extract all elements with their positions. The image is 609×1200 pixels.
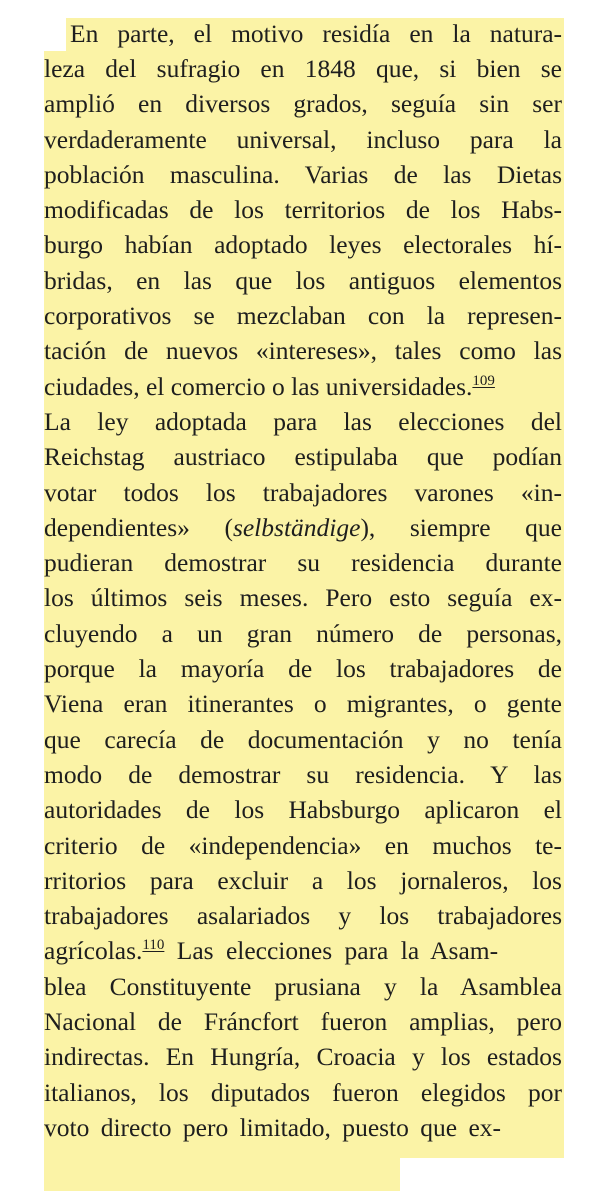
text-line (44, 1110, 562, 1145)
text-line: población masculina. Varias de las Dietas (44, 159, 562, 189)
text-line (44, 369, 562, 404)
text-line: que carecía de documentación y no tenía (44, 724, 562, 754)
text-fragment-unhighlighted: uesto que ex- (355, 1112, 502, 1142)
text-line: cluyendo a un gran número de personas, (44, 618, 562, 648)
paragraph (70, 16, 562, 51)
footnote-link-109[interactable]: 109 (472, 372, 495, 389)
text-fragment: agrícolas. (44, 936, 143, 966)
text-line: trabajadores asalariados y los trabajadores (44, 901, 562, 931)
paragraph-body (44, 51, 562, 1145)
text-line: italianos, los diputados fueron elegidos por (44, 1077, 562, 1107)
text-line: verdaderamente universal, incluso para la (44, 124, 562, 154)
text-line: Nacional de Fráncfort fueron amplias, pero (44, 1007, 562, 1037)
text-line: blea Constituyente prusiana y la Asamblea (44, 971, 562, 1001)
text-line: modo de demostrar su residencia. Y las (44, 759, 562, 789)
text-fragment: ), siempre que (360, 512, 562, 542)
text-line: burgo habían adoptado leyes electorales hí- (44, 230, 562, 260)
text-line: bridas, en las que los antiguos elementos (44, 265, 562, 295)
text-line: pudieran demostrar su residencia durante (44, 548, 562, 578)
text-line (44, 510, 562, 545)
text-line: indirectas. En Hungría, Croacia y los estados (44, 1042, 562, 1072)
text-line: Viena eran itinerantes o migrantes, o gente (44, 689, 562, 719)
text-line: porque la mayoría de los trabajadores de (44, 654, 562, 684)
footnote-link-110[interactable]: 110 (142, 937, 165, 954)
text-line: modificadas de los territorios de los Habs- (44, 195, 562, 225)
text-fragment-highlighted: voto directo pero limitado, p (44, 1112, 356, 1142)
italic-term: selbständige (232, 512, 361, 542)
text-line: En parte, el motivo residía en la natura- (70, 19, 562, 48)
text-line: tación de nuevos «intereses», tales como las (44, 336, 562, 366)
text-line: La ley adoptada para las elecciones del (44, 406, 562, 436)
text-line: criterio de «independencia» en muchos te- (44, 830, 562, 860)
text-line: rritorios para excluir a los jornaleros, los (44, 865, 562, 895)
text-line: Reichstag austriaco estipulaba que podían (44, 442, 562, 472)
text-line: corporativos se mezclaban con la represen- (44, 301, 562, 331)
text-line: los últimos seis meses. Pero esto seguía ex- (44, 583, 562, 613)
text-fragment: Las elecciones para la Asam- (164, 936, 499, 966)
text-line: votar todos los trabajadores varones «in- (44, 477, 562, 507)
highlight-last-line (44, 1158, 400, 1191)
text-line: autoridades de los Habsburgo aplicaron el (44, 795, 562, 825)
text-line (44, 933, 562, 968)
text-fragment: dependientes» ( (44, 512, 233, 542)
text-line: leza del sufragio en 1848 que, si bien se (44, 54, 562, 83)
text-fragment: ciudades, el comercio o las universidades. (44, 371, 473, 401)
text-line: amplió en diversos grados, seguía sin ser (44, 89, 562, 119)
